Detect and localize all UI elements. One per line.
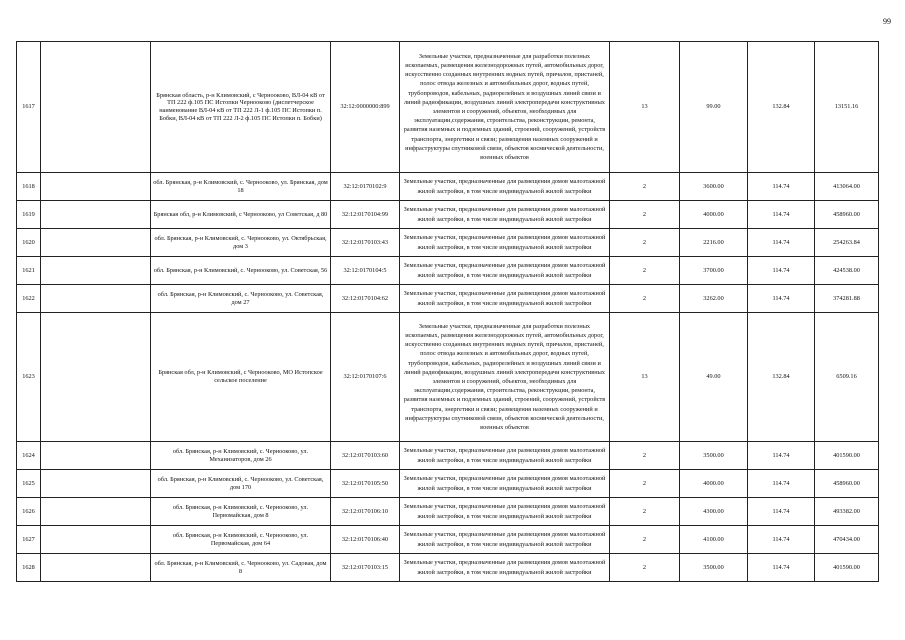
address-cell: обл. Брянская, р-н Климовский, с. Чернооково, ул. Октябрьская, дом 3: [151, 229, 331, 257]
cadastral-number-cell: 32:12:0170106:40: [331, 526, 400, 554]
table-row: [17, 470, 879, 498]
rate-cell: 132.84: [748, 42, 815, 173]
table-row: [17, 554, 879, 582]
page-number: 99: [883, 17, 891, 26]
table-row: [17, 526, 879, 554]
row-number: 1617: [17, 42, 41, 173]
rate-cell: 132.84: [748, 313, 815, 442]
land-purpose-cell: Земельные участки, предназначенные для размещения домов малоэтажной жилой застройки, в том числе индивидуальной жилой застройки: [400, 285, 610, 313]
area-cell: 3262.00: [680, 285, 748, 313]
group-code-cell: 2: [610, 442, 680, 470]
area-cell: 4000.00: [680, 470, 748, 498]
cadastral-value-cell: 374281.88: [815, 285, 879, 313]
land-purpose-cell: Земельные участки, предназначенные для размещения домов малоэтажной жилой застройки, в том числе индивидуальной жилой застройки: [400, 526, 610, 554]
cadastral-number-cell: 32:12:0170104:62: [331, 285, 400, 313]
row-number: 1618: [17, 173, 41, 201]
table-row: [17, 285, 879, 313]
address-cell: Брянская обл, р-н Климовский, с Чернооково, МО Истопское сельское поселение: [151, 313, 331, 442]
empty-cell: [41, 201, 151, 229]
cadastral-value-cell: 6509.16: [815, 313, 879, 442]
table-row: [17, 313, 879, 442]
address-cell: обл. Брянская, р-н Климовский, с. Чернооково, ул. Советская, 56: [151, 257, 331, 285]
land-purpose-cell: Земельные участки, предназначенные для размещения домов малоэтажной жилой застройки, в том числе индивидуальной жилой застройки: [400, 554, 610, 582]
empty-cell: [41, 470, 151, 498]
cadastral-number-cell: 32:12:0170105:50: [331, 470, 400, 498]
area-cell: 4000.00: [680, 201, 748, 229]
area-cell: 3500.00: [680, 554, 748, 582]
empty-cell: [41, 173, 151, 201]
cadastral-number-cell: 32:12:0170103:15: [331, 554, 400, 582]
empty-cell: [41, 554, 151, 582]
group-code-cell: 2: [610, 470, 680, 498]
empty-cell: [41, 42, 151, 173]
empty-cell: [41, 313, 151, 442]
row-number: 1622: [17, 285, 41, 313]
cadastral-number-cell: 32:12:0170103:43: [331, 229, 400, 257]
area-cell: 4100.00: [680, 526, 748, 554]
empty-cell: [41, 526, 151, 554]
row-number: 1624: [17, 442, 41, 470]
empty-cell: [41, 285, 151, 313]
table-row: [17, 201, 879, 229]
cadastral-value-cell: 458960.00: [815, 201, 879, 229]
land-purpose-cell: Земельные участки, предназначенные для размещения домов малоэтажной жилой застройки, в том числе индивидуальной жилой застройки: [400, 173, 610, 201]
area-cell: 3700.00: [680, 257, 748, 285]
table-row: [17, 229, 879, 257]
land-purpose-cell: Земельные участки, предназначенные для размещения домов малоэтажной жилой застройки, в том числе индивидуальной жилой застройки: [400, 201, 610, 229]
rate-cell: 114.74: [748, 257, 815, 285]
cadastral-value-cell: 413064.00: [815, 173, 879, 201]
table-row: [17, 498, 879, 526]
area-cell: 2216.00: [680, 229, 748, 257]
table-row: [17, 42, 879, 173]
cadastral-value-cell: 254263.84: [815, 229, 879, 257]
rate-cell: 114.74: [748, 554, 815, 582]
group-code-cell: 2: [610, 229, 680, 257]
row-number: 1626: [17, 498, 41, 526]
cadastral-value-cell: 493382.00: [815, 498, 879, 526]
area-cell: 49.00: [680, 313, 748, 442]
row-number: 1625: [17, 470, 41, 498]
empty-cell: [41, 257, 151, 285]
rate-cell: 114.74: [748, 526, 815, 554]
rate-cell: 114.74: [748, 442, 815, 470]
cadastral-number-cell: 32:12:0170104:5: [331, 257, 400, 285]
address-cell: обл. Брянская, р-н Климовский, с. Чернооково, ул. Садовая, дом 8: [151, 554, 331, 582]
rate-cell: 114.74: [748, 173, 815, 201]
empty-cell: [41, 498, 151, 526]
group-code-cell: 2: [610, 285, 680, 313]
table-row: [17, 442, 879, 470]
address-cell: обл. Брянская, р-н Климовский, с. Чернооково, ул. Брянская, дом 18: [151, 173, 331, 201]
area-cell: 3600.00: [680, 173, 748, 201]
cadastral-value-cell: 401590.00: [815, 554, 879, 582]
table-row: [17, 257, 879, 285]
cadastral-value-cell: 470434.00: [815, 526, 879, 554]
cadastral-number-cell: 32:12:0170107:6: [331, 313, 400, 442]
cadastral-value-cell: 401590.00: [815, 442, 879, 470]
cadastral-number-cell: 32:12:0000000:899: [331, 42, 400, 173]
land-purpose-cell: Земельные участки, предназначенные для размещения домов малоэтажной жилой застройки, в том числе индивидуальной жилой застройки: [400, 229, 610, 257]
land-purpose-cell: Земельные участки, предназначенные для разработки полезных ископаемых, размещения железнодорожных путей, автомобильных дорог, искусственно созданных внутренних водных путей, причалов, пристаней, полос отвода железных и автомобильных дорог, водных путей, трубопроводов, кабельных, радиорелейных и воздушных линий связи и линий радиофикации, воздушных линий электропередачи конструктивных элементов и сооружений, объектов, необходимых для эксплуатации,содержания, строительства, реконструкции, ремонта, развития наземных и подземных зданий, строений, сооружений, устройств транспорта, энергетики и связи; размещения наземных сооружений и инфраструктуры спутниковой связи, объектов космической деятельности, военных объектов: [400, 313, 610, 442]
address-cell: Брянская обл, р-н Климовский, с Чернооково, ул Советская, д 80: [151, 201, 331, 229]
group-code-cell: 2: [610, 554, 680, 582]
cadastral-number-cell: 32:12:0170106:10: [331, 498, 400, 526]
cadastral-value-cell: 13151.16: [815, 42, 879, 173]
address-cell: обл. Брянская, р-н Климовский, с. Чернооково, ул. Советская, дом 170: [151, 470, 331, 498]
row-number: 1620: [17, 229, 41, 257]
group-code-cell: 13: [610, 313, 680, 442]
address-cell: обл. Брянская, р-н Климовский, с. Чернооково, ул. Первомайская, дом 8: [151, 498, 331, 526]
area-cell: 3500.00: [680, 442, 748, 470]
row-number: 1627: [17, 526, 41, 554]
land-registry-table: [16, 41, 879, 582]
area-cell: 99.00: [680, 42, 748, 173]
rate-cell: 114.74: [748, 285, 815, 313]
land-purpose-cell: Земельные участки, предназначенные для размещения домов малоэтажной жилой застройки, в том числе индивидуальной жилой застройки: [400, 442, 610, 470]
cadastral-value-cell: 458960.00: [815, 470, 879, 498]
table-row: [17, 173, 879, 201]
group-code-cell: 2: [610, 201, 680, 229]
cadastral-value-cell: 424538.00: [815, 257, 879, 285]
land-purpose-cell: Земельные участки, предназначенные для размещения домов малоэтажной жилой застройки, в том числе индивидуальной жилой застройки: [400, 257, 610, 285]
row-number: 1623: [17, 313, 41, 442]
empty-cell: [41, 229, 151, 257]
cadastral-number-cell: 32:12:0170104:99: [331, 201, 400, 229]
address-cell: Брянская область, р-н Климовский, с Чернооково, ВЛ-04 кВ от ТП 222 ф.105 ПС Истопки Чернооково (диспетчерское наименование ВЛ-04 кВ от ТП 222 Л-1 ф.105 ПС Истопки п. Бобки, ВЛ-04 кВ от ТП 222 Л-2 ф.105 ПС Истопки п. Бобки): [151, 42, 331, 173]
address-cell: обл. Брянская, р-н Климовский, с. Чернооково, ул. Первомайская, дом 64: [151, 526, 331, 554]
address-cell: обл. Брянская, р-н Климовский, с. Чернооково, ул. Советская, дом 27: [151, 285, 331, 313]
land-purpose-cell: Земельные участки, предназначенные для размещения домов малоэтажной жилой застройки, в том числе индивидуальной жилой застройки: [400, 470, 610, 498]
row-number: 1621: [17, 257, 41, 285]
group-code-cell: 2: [610, 257, 680, 285]
rate-cell: 114.74: [748, 498, 815, 526]
rate-cell: 114.74: [748, 229, 815, 257]
empty-cell: [41, 442, 151, 470]
land-purpose-cell: Земельные участки, предназначенные для размещения домов малоэтажной жилой застройки, в том числе индивидуальной жилой застройки: [400, 498, 610, 526]
row-number: 1619: [17, 201, 41, 229]
address-cell: обл. Брянская, р-н Климовский, с. Чернооково, ул. Механизаторов, дом 26: [151, 442, 331, 470]
row-number: 1628: [17, 554, 41, 582]
cadastral-number-cell: 32:12:0170103:60: [331, 442, 400, 470]
rate-cell: 114.74: [748, 201, 815, 229]
land-purpose-cell: Земельные участки, предназначенные для разработки полезных ископаемых, размещения железнодорожных путей, автомобильных дорог, искусственно созданных внутренних водных путей, причалов, пристаней, полос отвода железных и автомобильных дорог, водных путей, трубопроводов, кабельных, радиорелейных и воздушных линий связи и линий радиофикации, воздушных линий электропередачи конструктивных элементов и сооружений, объектов, необходимых для эксплуатации,содержания, строительства, реконструкции, ремонта, развития наземных и подземных зданий, строений, сооружений, устройств транспорта, энергетики и связи; размещения наземных сооружений и инфраструктуры спутниковой связи, объектов космической деятельности, военных объектов: [400, 42, 610, 173]
group-code-cell: 13: [610, 42, 680, 173]
group-code-cell: 2: [610, 498, 680, 526]
area-cell: 4300.00: [680, 498, 748, 526]
rate-cell: 114.74: [748, 470, 815, 498]
cadastral-number-cell: 32:12:0170102:9: [331, 173, 400, 201]
group-code-cell: 2: [610, 173, 680, 201]
group-code-cell: 2: [610, 526, 680, 554]
